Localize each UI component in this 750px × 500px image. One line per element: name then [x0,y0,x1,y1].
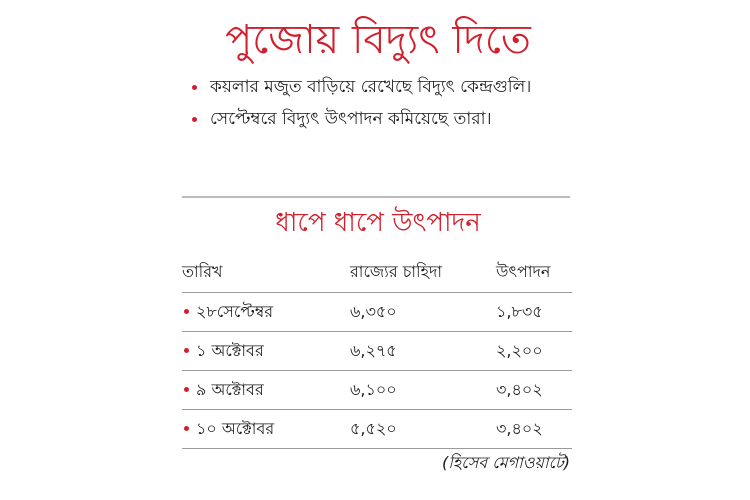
table-row [182,292,572,331]
bullet-text: সেপ্টেম্বরে বিদ্যুৎ উৎপাদন কমিয়েছে তারা। [210,109,492,129]
bullet-dot-icon [184,426,189,431]
bullet-dot-icon [184,348,189,353]
header-production: উৎপাদন [496,262,551,281]
production-table [182,252,572,449]
cell-production: ৩,৪০২ [496,419,543,438]
bullet-dot-icon [192,117,197,122]
bullet-dot-icon [184,387,189,392]
cell-date: ১০ অক্টোবর [196,419,275,438]
bullet-item [188,74,568,100]
unit-note: (হিসেব মেগাওয়াটে) [442,453,570,472]
bullet-dot-icon [184,309,189,314]
header-demand: রাজ্যের চাহিদা [350,262,443,281]
table-row [182,409,572,449]
table-row [182,370,572,409]
cell-demand: ৬,২৭৫ [350,341,397,360]
bullet-text: কয়লার মজুত বাড়িয়ে রেখেছে বিদ্যুৎ কেন্দ্রগুলি। [210,77,532,97]
section-divider [182,196,570,198]
header-date: তারিখ [182,262,223,281]
infographic-card [182,0,574,500]
cell-date: ১ অক্টোবর [196,341,264,360]
table-row [182,331,572,370]
cell-production: ৩,৪০২ [496,380,543,399]
table-header-row [182,252,572,292]
table-title: ধাপে ধাপে উৎপাদন [275,208,481,238]
cell-production: ২,২০০ [496,341,543,360]
cell-production: ১,৮৩৫ [496,302,543,321]
bullet-dot-icon [192,85,197,90]
bullet-list [188,74,568,138]
cell-demand: ৬,১০০ [350,380,397,399]
bullet-item [188,106,568,132]
cell-date: ২৮সেপ্টেম্বর [196,302,274,321]
cell-demand: ৬,৩৫০ [350,302,397,321]
cell-demand: ৫,৫২০ [350,419,397,438]
cell-date: ৯ অক্টোবর [196,380,264,399]
main-title: পুজোয় বিদ্যুৎ দিতে [225,17,531,63]
